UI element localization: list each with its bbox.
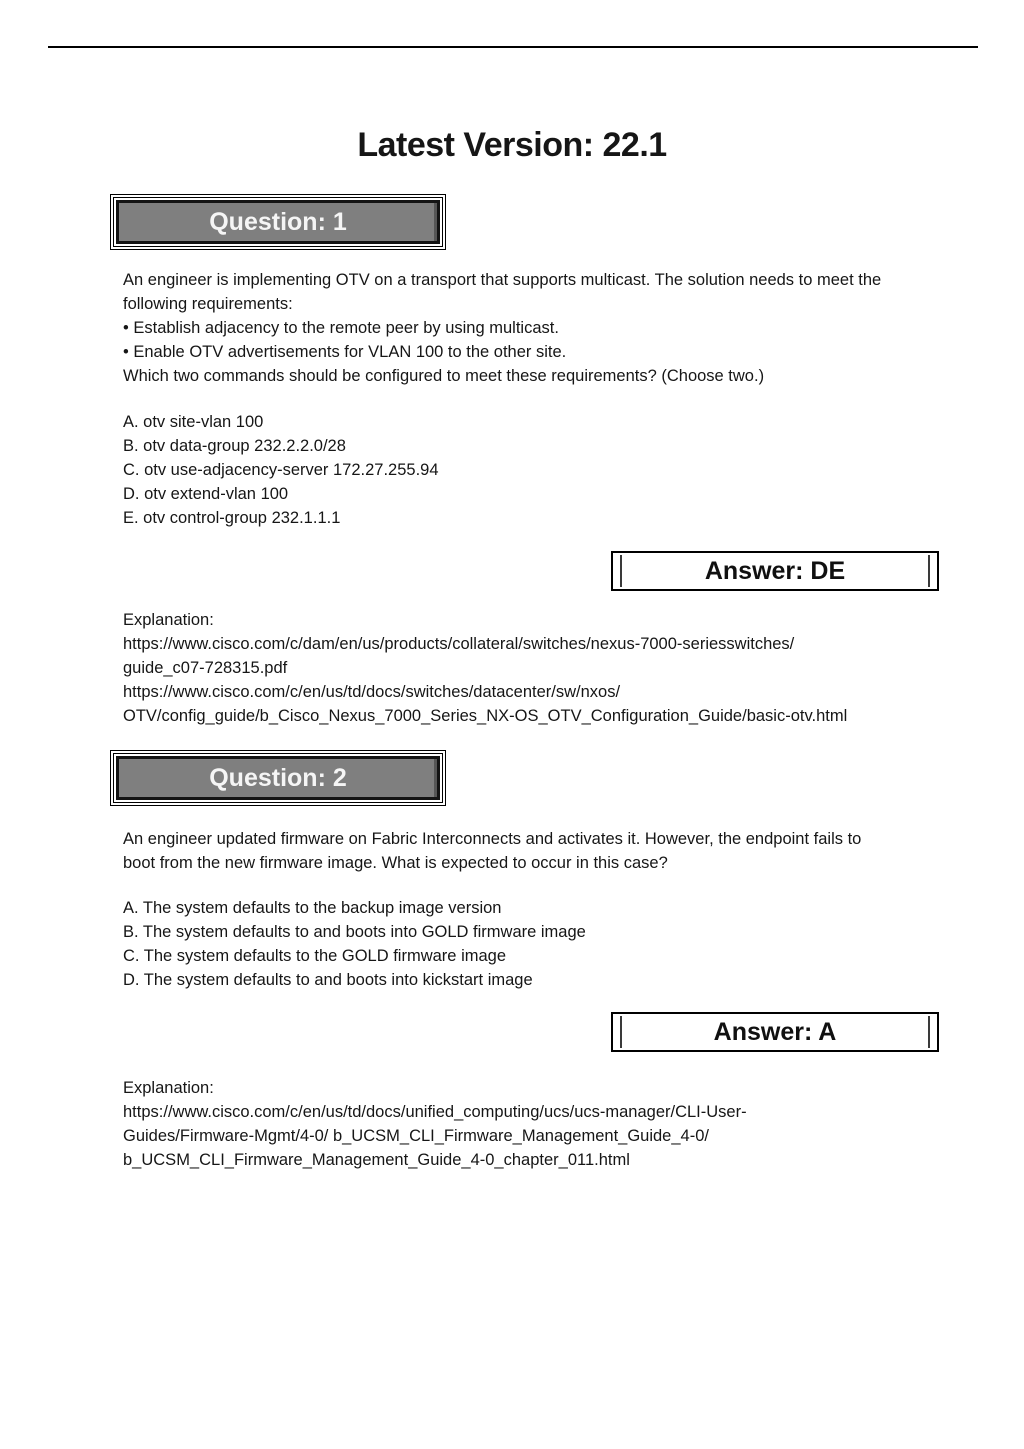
- text-line: • Establish adjacency to the remote peer by using multicast.: [123, 319, 559, 337]
- url-line: https://www.cisco.com/c/dam/en/us/products/collateral/switches/nexus-7000-seriesswitches/: [123, 635, 795, 653]
- question-1-text: [123, 268, 881, 388]
- question-1-options: [123, 410, 439, 530]
- explanation-1-links: [123, 632, 847, 728]
- option-line: B. otv data-group 232.2.2.0/28: [123, 437, 346, 455]
- text-line: An engineer updated firmware on Fabric Interconnects and activates it. However, the endpoint fails to: [123, 830, 862, 848]
- answer-2-label: Answer: A: [620, 1016, 930, 1048]
- text-line: following requirements:: [123, 295, 293, 313]
- explanation-2-links: [123, 1100, 747, 1172]
- question-1-header-label: Question: 1: [116, 200, 440, 244]
- explanation-2: [123, 1076, 747, 1172]
- url-line: OTV/config_guide/b_Cisco_Nexus_7000_Series_NX-OS_OTV_Configuration_Guide/basic-otv.html: [123, 707, 848, 725]
- text-line: boot from the new firmware image. What is expected to occur in this case?: [123, 854, 668, 872]
- text-line: Which two commands should be configured to meet these requirements? (Choose two.): [123, 367, 765, 385]
- url-line: https://www.cisco.com/c/en/us/td/docs/unified_computing/ucs/ucs-manager/CLI-User-: [123, 1103, 747, 1121]
- explanation-1: [123, 608, 847, 728]
- option-line: A. otv site-vlan 100: [123, 413, 264, 431]
- question-2-text: [123, 827, 861, 875]
- url-line: b_UCSM_CLI_Firmware_Management_Guide_4-0_chapter_011.html: [123, 1151, 630, 1169]
- page-title: Latest Version: 22.1: [357, 126, 667, 164]
- option-line: B. The system defaults to and boots into GOLD firmware image: [123, 923, 586, 941]
- url-line: Guides/Firmware-Mgmt/4-0/ b_UCSM_CLI_Firmware_Management_Guide_4-0/: [123, 1127, 709, 1145]
- question-2-options: [123, 896, 586, 992]
- question-1-header-box: [110, 194, 446, 250]
- question-2-header-box: [110, 750, 446, 806]
- url-line: https://www.cisco.com/c/en/us/td/docs/switches/datacenter/sw/nxos/: [123, 683, 621, 701]
- answer-1-label: Answer: DE: [620, 555, 930, 587]
- option-line: A. The system defaults to the backup image version: [123, 899, 502, 917]
- explanation-1-label: Explanation:: [123, 611, 214, 629]
- option-line: C. The system defaults to the GOLD firmware image: [123, 947, 507, 965]
- question-2-header-label: Question: 2: [116, 756, 440, 800]
- text-line: • Enable OTV advertisements for VLAN 100 to the other site.: [123, 343, 567, 361]
- explanation-2-label: Explanation:: [123, 1079, 214, 1097]
- answer-2-box: [611, 1012, 939, 1052]
- url-line: guide_c07-728315.pdf: [123, 659, 288, 677]
- option-line: C. otv use-adjacency-server 172.27.255.94: [123, 461, 439, 479]
- text-line: An engineer is implementing OTV on a transport that supports multicast. The solution needs to meet the: [123, 271, 882, 289]
- option-line: E. otv control-group 232.1.1.1: [123, 509, 341, 527]
- answer-1-box: [611, 551, 939, 591]
- option-line: D. The system defaults to and boots into kickstart image: [123, 971, 533, 989]
- option-line: D. otv extend-vlan 100: [123, 485, 289, 503]
- header-rule: [48, 46, 978, 48]
